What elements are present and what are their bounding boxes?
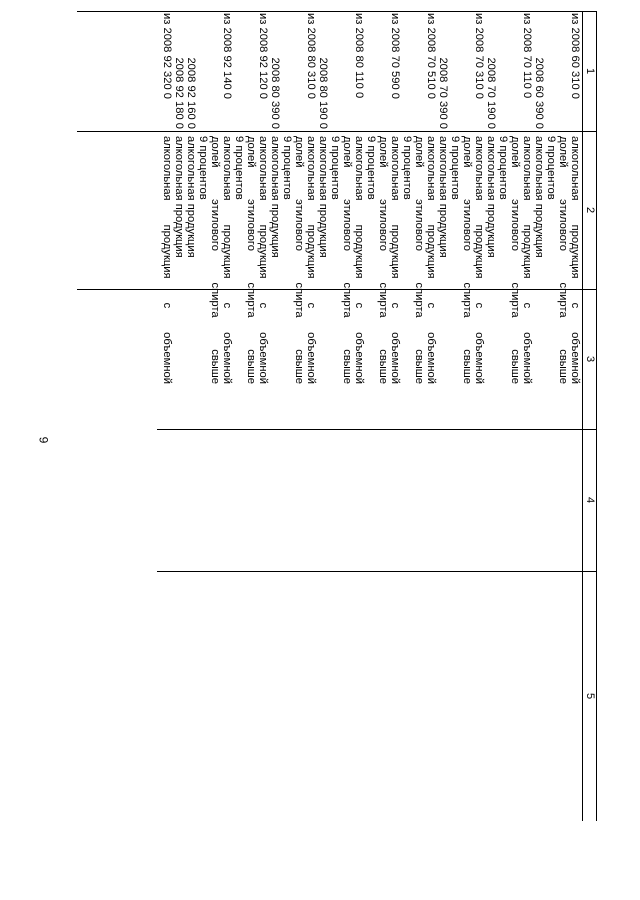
description-line <box>281 136 293 384</box>
description-word: объемной <box>521 332 533 384</box>
description-word: с <box>473 302 485 309</box>
description-word: этилового <box>245 199 257 251</box>
code-line <box>557 13 569 129</box>
header-separator <box>582 11 583 821</box>
description-word: спирта <box>377 282 389 318</box>
description-word: долей <box>461 136 473 168</box>
description-word: алкогольная продукция <box>173 136 185 258</box>
code-line <box>293 13 305 129</box>
description-line <box>293 136 305 384</box>
description-line <box>557 136 569 384</box>
description-line <box>509 136 521 384</box>
description-word: этилового <box>377 199 389 251</box>
column-divider-4 <box>157 571 597 572</box>
description-word: с <box>425 302 437 309</box>
description-word: этилового <box>557 199 569 251</box>
description-word: 9 процентов <box>233 136 245 200</box>
description-word: этилового <box>293 199 305 251</box>
description-word: продукция <box>473 224 485 279</box>
code-line: 2008 80 190 0 <box>317 57 329 129</box>
description-word: 9 процентов <box>401 136 413 200</box>
code-line: из 2008 70 590 0 <box>389 13 401 100</box>
description-word: свыше <box>377 349 389 384</box>
description-word: 9 процентов <box>497 136 509 200</box>
description-word: с <box>353 302 365 309</box>
code-line: 2008 70 190 0 <box>485 57 497 129</box>
rotated-table <box>77 11 597 821</box>
description-line <box>317 136 329 384</box>
description-word: алкогольная <box>473 136 485 201</box>
code-line <box>233 13 245 129</box>
description-line <box>341 136 353 384</box>
description-line <box>221 136 233 384</box>
code-line <box>209 13 221 129</box>
description-word: продукция <box>425 224 437 279</box>
description-word: алкогольная продукция <box>317 136 329 258</box>
description-word: этилового <box>509 199 521 251</box>
description-line <box>365 136 377 384</box>
description-word: свыше <box>209 349 221 384</box>
description-word: 9 процентов <box>281 136 293 200</box>
description-line <box>233 136 245 384</box>
description-word: свыше <box>557 349 569 384</box>
description-word: объемной <box>221 332 233 384</box>
description-word: 9 процентов <box>197 136 209 200</box>
description-word: алкогольная <box>389 136 401 201</box>
description-line <box>545 136 557 384</box>
code-line <box>377 13 389 129</box>
description-word: 9 процентов <box>545 136 557 200</box>
description-word: долей <box>245 136 257 168</box>
description-word: свыше <box>341 349 353 384</box>
code-line: из 2008 80 310 0 <box>305 13 317 100</box>
description-line <box>185 136 197 384</box>
description-line <box>305 136 317 384</box>
code-line: 2008 60 390 0 <box>533 57 545 129</box>
header-col-5: 5 <box>584 692 596 700</box>
description-word: продукция <box>353 224 365 279</box>
description-line <box>173 136 185 384</box>
code-line: из 2008 92 320 0 <box>161 13 173 100</box>
description-word: спирта <box>209 282 221 318</box>
description-word: спирта <box>245 282 257 318</box>
code-line <box>281 13 293 129</box>
code-line <box>545 13 557 129</box>
description-word: этилового <box>341 199 353 251</box>
description-line <box>461 136 473 384</box>
code-line: из 2008 60 310 0 <box>569 13 581 100</box>
description-word: спирта <box>461 282 473 318</box>
code-line: из 2008 70 310 0 <box>473 13 485 100</box>
header-col-3: 3 <box>584 355 596 363</box>
code-line <box>497 13 509 129</box>
description-line <box>401 136 413 384</box>
description-line <box>413 136 425 384</box>
description-word: свыше <box>293 349 305 384</box>
column-divider-3 <box>157 429 597 430</box>
description-word: объемной <box>425 332 437 384</box>
description-word: алкогольная продукция <box>533 136 545 258</box>
description-word: объемной <box>257 332 269 384</box>
description-word: алкогольная <box>305 136 317 201</box>
description-word: объемной <box>389 332 401 384</box>
code-line: из 2008 80 110 0 <box>353 13 365 99</box>
description-word: продукция <box>389 224 401 279</box>
description-word: продукция <box>305 224 317 279</box>
code-line: из 2008 70 510 0 <box>425 13 437 100</box>
description-word: спирта <box>293 282 305 318</box>
description-word: продукция <box>221 224 233 279</box>
description-word: спирта <box>557 282 569 318</box>
description-line <box>377 136 389 384</box>
description-word: спирта <box>341 282 353 318</box>
description-word: объемной <box>305 332 317 384</box>
description-word: продукция <box>569 224 581 279</box>
description-word: объемной <box>353 332 365 384</box>
description-line <box>569 136 581 384</box>
description-word: алкогольная продукция <box>485 136 497 258</box>
code-line: из 2008 70 110 0 <box>521 13 533 99</box>
description-line <box>437 136 449 384</box>
description-line <box>161 136 173 384</box>
description-line <box>485 136 497 384</box>
description-line <box>209 136 221 384</box>
description-word: объемной <box>569 332 581 384</box>
table-top-border <box>596 11 597 821</box>
description-word: с <box>161 302 173 309</box>
description-word: объемной <box>473 332 485 384</box>
table-left-border <box>77 11 597 12</box>
page-number: 6 <box>37 436 51 444</box>
description-word: долей <box>341 136 353 168</box>
description-word: с <box>389 302 401 309</box>
description-word: 9 процентов <box>329 136 341 200</box>
description-word: алкогольная <box>257 136 269 201</box>
description-word: с <box>569 302 581 309</box>
description-line <box>425 136 437 384</box>
code-line <box>365 13 377 129</box>
code-line <box>509 13 521 129</box>
codes-column <box>161 13 581 129</box>
description-word: этилового <box>413 199 425 251</box>
code-line: из 2008 92 120 0 <box>257 13 269 100</box>
description-line <box>329 136 341 384</box>
code-line: 2008 80 390 0 <box>269 57 281 129</box>
description-word: этилового <box>209 199 221 251</box>
code-line <box>245 13 257 129</box>
description-line <box>389 136 401 384</box>
description-line <box>269 136 281 384</box>
header-col-1: 1 <box>584 67 596 75</box>
description-word: свыше <box>509 349 521 384</box>
code-line <box>449 13 461 129</box>
description-word: алкогольная <box>425 136 437 201</box>
description-word: долей <box>209 136 221 168</box>
description-word: с <box>257 302 269 309</box>
description-word: с <box>521 302 533 309</box>
description-word: объемной <box>161 332 173 384</box>
code-line: из 2008 92 140 0 <box>221 13 233 100</box>
description-word: алкогольная <box>161 136 173 201</box>
code-line <box>401 13 413 129</box>
code-line <box>341 13 353 129</box>
description-word: продукция <box>521 224 533 279</box>
code-line <box>461 13 473 129</box>
description-word: алкогольная продукция <box>269 136 281 258</box>
description-line <box>521 136 533 384</box>
description-word: с <box>221 302 233 309</box>
descriptions-column <box>161 136 581 384</box>
description-word: спирта <box>413 282 425 318</box>
description-line <box>257 136 269 384</box>
description-word: долей <box>557 136 569 168</box>
description-line <box>473 136 485 384</box>
description-word: долей <box>509 136 521 168</box>
description-word: свыше <box>461 349 473 384</box>
code-line: 2008 92 180 0 <box>173 57 185 129</box>
description-word: долей <box>293 136 305 168</box>
description-word: свыше <box>245 349 257 384</box>
header-col-4: 4 <box>584 496 596 504</box>
header-col-2: 2 <box>584 206 596 214</box>
description-word: алкогольная <box>353 136 365 201</box>
description-line <box>497 136 509 384</box>
description-word: алкогольная продукция <box>437 136 449 258</box>
description-word: 9 процентов <box>365 136 377 200</box>
code-line: 2008 70 390 0 <box>437 57 449 129</box>
description-word: алкогольная <box>521 136 533 201</box>
description-word: долей <box>377 136 389 168</box>
code-line <box>413 13 425 129</box>
code-line <box>197 13 209 129</box>
description-word: алкогольная <box>221 136 233 201</box>
description-word: продукция <box>257 224 269 279</box>
description-line <box>353 136 365 384</box>
description-line <box>533 136 545 384</box>
description-word: свыше <box>413 349 425 384</box>
description-word: спирта <box>509 282 521 318</box>
description-word: с <box>305 302 317 309</box>
description-line <box>245 136 257 384</box>
description-word: долей <box>413 136 425 168</box>
code-line <box>329 13 341 129</box>
column-divider-1 <box>77 131 597 132</box>
description-word: алкогольная продукция <box>185 136 197 258</box>
description-word: этилового <box>461 199 473 251</box>
description-word: продукция <box>161 224 173 279</box>
description-word: алкогольная <box>569 136 581 201</box>
description-line <box>449 136 461 384</box>
code-line: 2008 92 160 0 <box>185 57 197 129</box>
description-word: 9 процентов <box>449 136 461 200</box>
description-line <box>197 136 209 384</box>
